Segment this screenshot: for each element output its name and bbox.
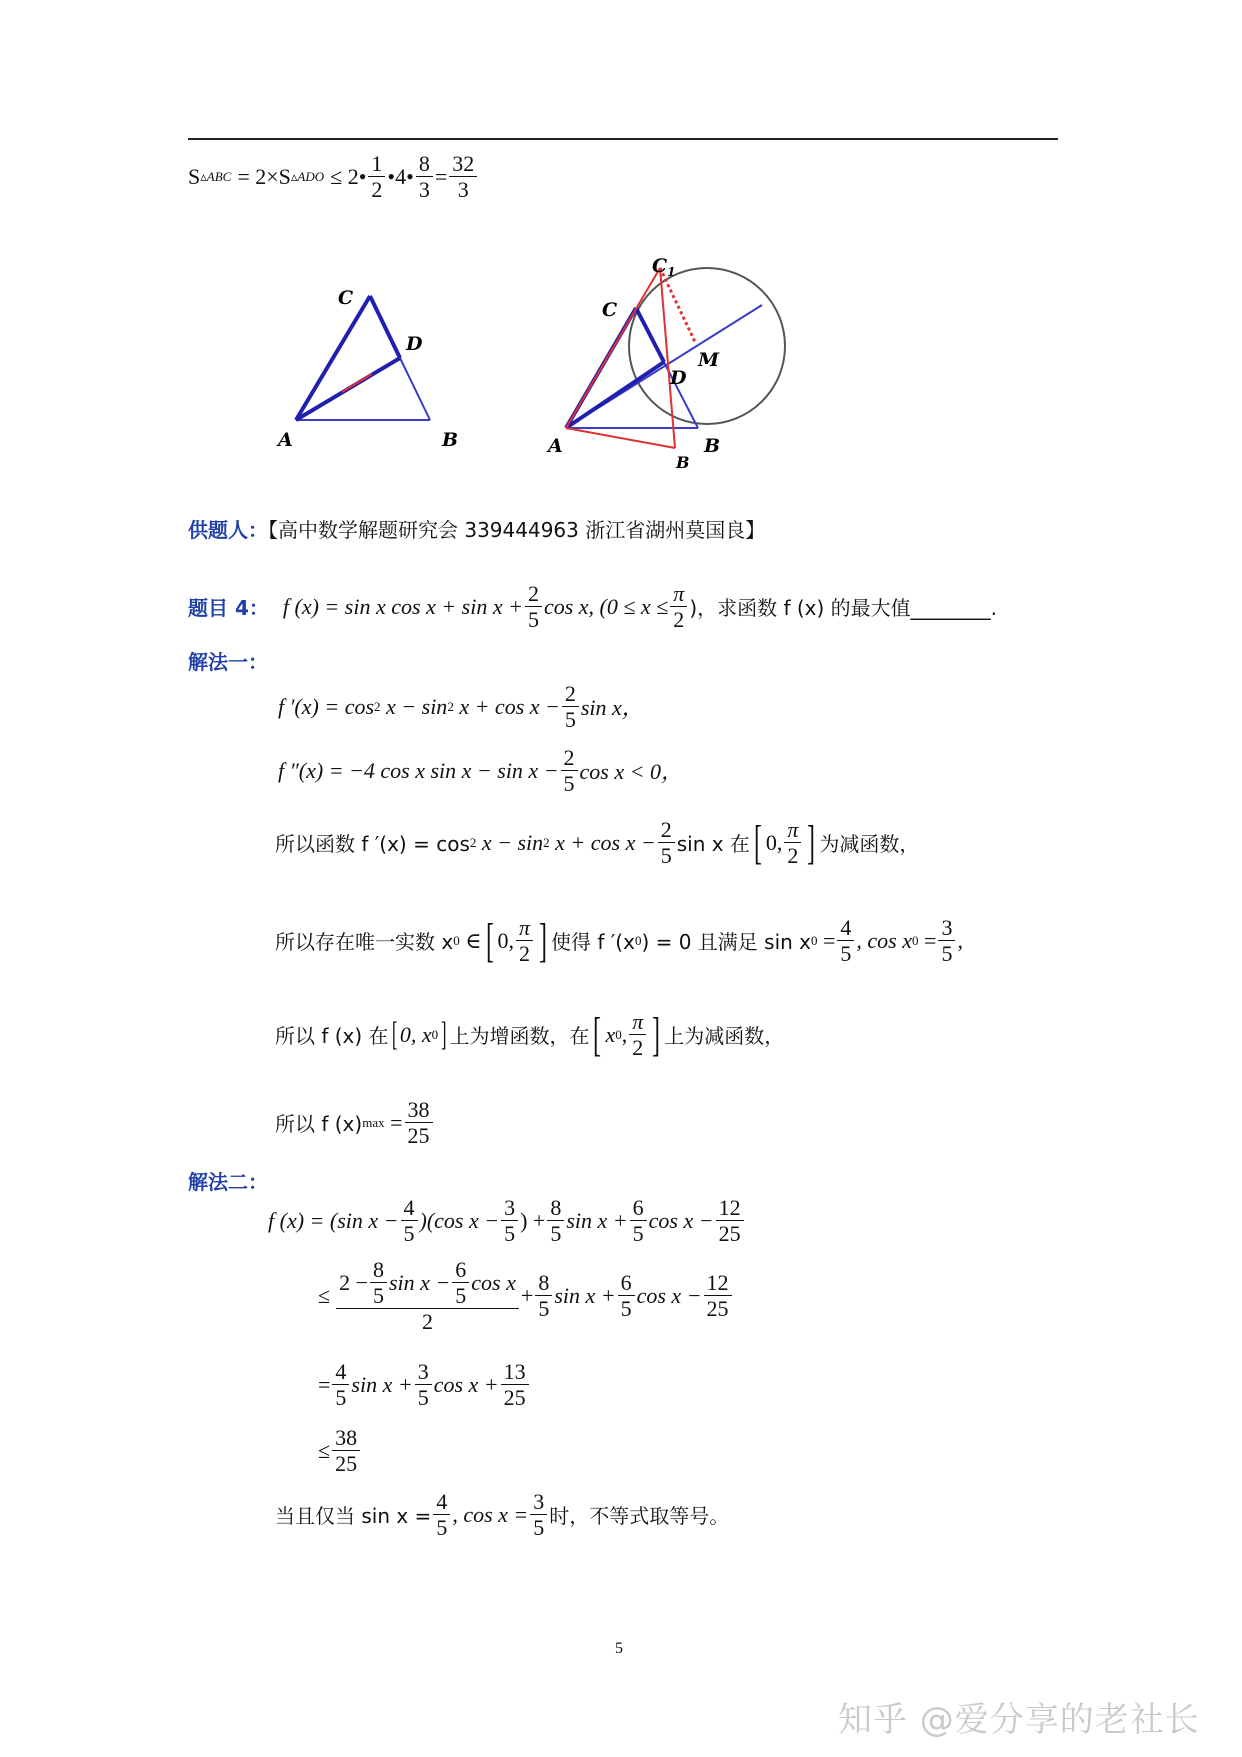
label-D: D [406, 333, 423, 355]
page-number: 5 [615, 1640, 623, 1657]
label-C: C [602, 299, 618, 321]
top-rule [188, 138, 1058, 140]
label-A: A [548, 435, 563, 457]
method1-line1: f ′(x) = cos 2 x − sin 2 x + cos x − $\frac{2}{5}$ sin x， [278, 681, 644, 733]
label-M: M [698, 349, 720, 371]
area-formula: S ▵ABC = 2×S ▵ADO ≤ 2• $\frac{1}{2}$ •4• $\frac{8}{3}$ = $\frac{32}{3}$ [188, 152, 479, 201]
method2-line1: f (x) = (sin x − $\frac{4}{5}$ )(cos x − $\frac{3}{5}$ ) + $\frac{8}{5}$ sin x + $\frac{6}{5}$ cos x − $\frac{12}{25}$ [268, 1196, 746, 1245]
method2-line2: ≤ 2 − $\frac{8}{5}$ sin x − $\frac{6}{5}$ cos x 2 + $\frac{8}{5}$ sin x + $\frac{6}{5}$ cos x − $\frac{12}{25}$ [318, 1258, 734, 1333]
method1-line2: f ″(x) = −4 cos x sin x − sin x − $\frac{2}{5}$ cos x < 0， [278, 745, 683, 797]
label-C: C [338, 287, 354, 309]
method1-line3: 所以函数 f ′(x) = cos 2 x − sin 2 x + cos x − $\frac{2}{5}$ sin x 在 [ 0, $\frac{\pi}{2}$ ] 为减函数， [275, 815, 920, 869]
method2-title: 解法二： [188, 1170, 268, 1194]
method1-line6: 所以 f (x) max = $\frac{38}{25}$ [275, 1098, 435, 1147]
label-C1: $C_1$ [652, 258, 676, 279]
method1-line5: 所以 f (x) 在 [ 0, x 0 ] 上为增函数，在 [ x 0 , $\frac{\pi}{2}$ ] 上为减函数， [275, 1007, 785, 1061]
problem-statement: 题目 4： f (x) = sin x cos x + sin x + $\frac{2}{5}$ cos x, (0 ≤ x ≤ $\frac{\pi}{2}$ )，求函数 f (x) 的最大值________. [188, 581, 998, 633]
triangle-figure-1 [270, 280, 460, 460]
method1-title: 解法一： [188, 650, 268, 674]
circle-figure-2 [540, 258, 800, 468]
contributor-line: 供题人：【高中数学解题研究会 339444963 浙江省湖州莫国良】 [188, 518, 766, 542]
method2-line3: = $\frac{4}{5}$ sin x + $\frac{3}{5}$ cos x + $\frac{13}{25}$ [318, 1360, 531, 1409]
label-B-prime: B [676, 453, 690, 468]
label-A: A [278, 429, 293, 451]
label-B: B [704, 435, 721, 457]
label-D: D [670, 367, 687, 389]
method1-line4: 所以存在唯一实数 x 0 ∈ [ 0, $\frac{\pi}{2}$ ] 使得 f ′(x 0 ) = 0 且满足 sin x 0 = $\frac{4}{5}$ , cos x 0 = $\frac{3}{5}$ , [275, 913, 963, 967]
label-B: B [442, 429, 459, 451]
method2-line4: ≤ $\frac{38}{25}$ [318, 1426, 362, 1475]
method2-line5: 当且仅当 sin x = $\frac{4}{5}$ , cos x = $\frac{3}{5}$ 时，不等式取等号。 [275, 1489, 730, 1541]
watermark: 知乎 @爱分享的老社长 [838, 1700, 1200, 1740]
